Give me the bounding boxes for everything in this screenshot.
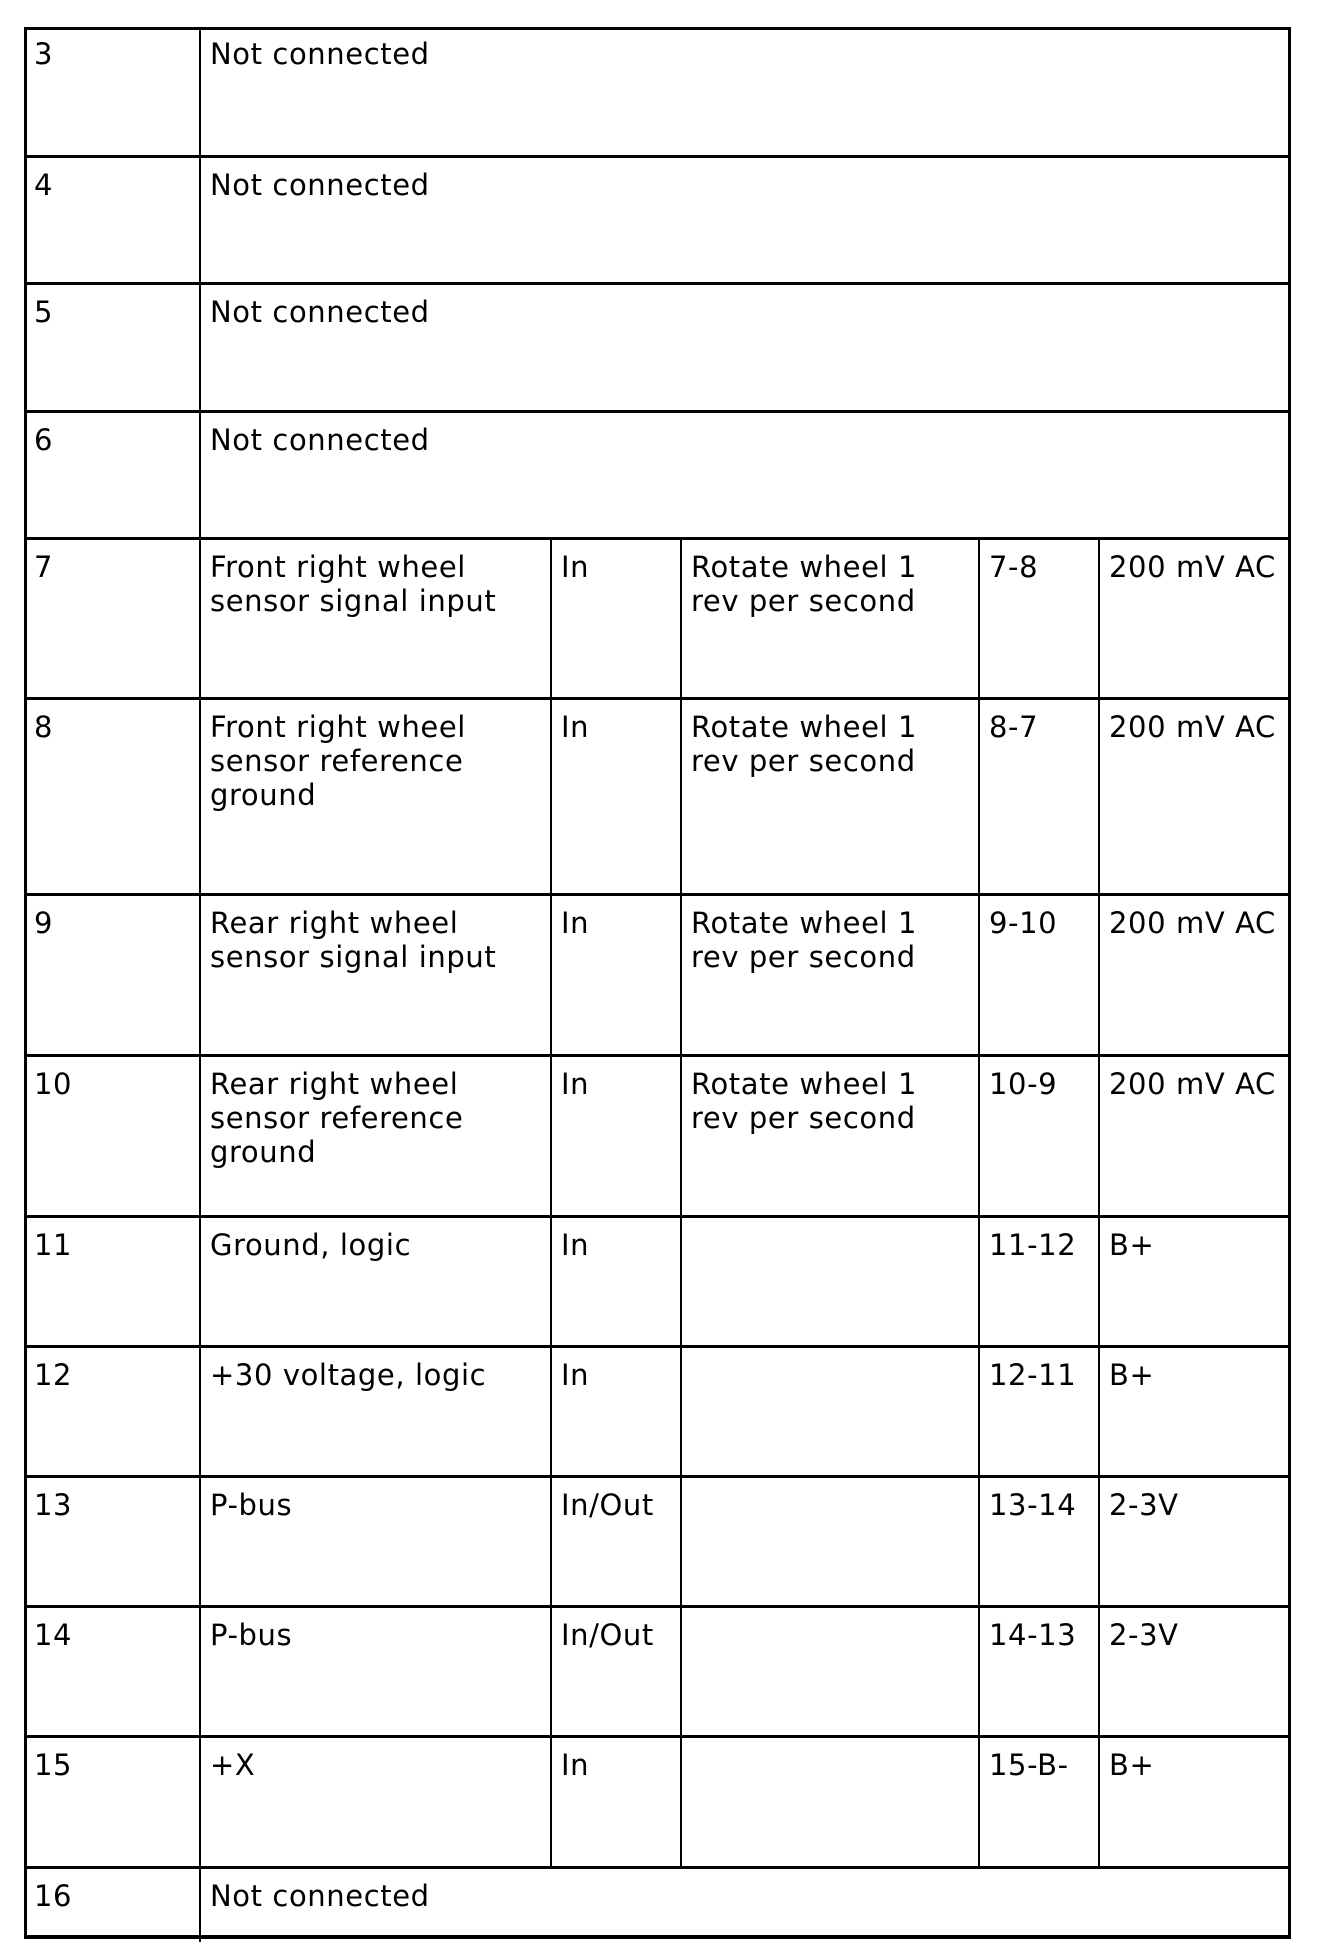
table-row (24, 697, 1291, 896)
column-divider (680, 540, 682, 700)
description-cell: Front right wheel sensor signal input (210, 550, 497, 618)
column-divider (1098, 1738, 1100, 1869)
column-divider (1098, 1348, 1100, 1478)
measure-cell: 7-8 (989, 550, 1039, 584)
value-cell: 200 mV AC (1109, 550, 1276, 584)
direction-cell: In (561, 1748, 590, 1782)
table-row (24, 27, 1291, 155)
column-divider (978, 700, 980, 896)
pin-cell: 7 (34, 550, 54, 584)
column-divider (978, 1478, 980, 1608)
pin-cell: 8 (34, 710, 54, 744)
column-divider (550, 896, 552, 1057)
description-cell: Not connected (210, 423, 430, 457)
description-cell: +30 voltage, logic (210, 1358, 487, 1392)
measure-cell: 9-10 (989, 906, 1058, 940)
pin-cell: 4 (34, 168, 54, 202)
pin-cell: 6 (34, 423, 54, 457)
table-row (24, 282, 1291, 413)
column-divider (199, 27, 201, 155)
column-divider (199, 1478, 201, 1608)
value-cell: 2-3V (1109, 1488, 1179, 1522)
column-divider (199, 1869, 201, 1942)
pin-table (24, 27, 1291, 1939)
direction-cell: In (561, 1358, 590, 1392)
column-divider (680, 896, 682, 1057)
column-divider (680, 700, 682, 896)
description-cell: P-bus (210, 1618, 293, 1652)
condition-cell: Rotate wheel 1 rev per second (691, 1067, 918, 1135)
value-cell: B+ (1109, 1228, 1155, 1262)
condition-cell: Rotate wheel 1 rev per second (691, 906, 918, 974)
description-cell: Rear right wheel sensor reference ground (210, 1067, 464, 1169)
table-row (24, 155, 1291, 285)
direction-cell: In (561, 906, 590, 940)
table-row (24, 1605, 1291, 1738)
column-divider (978, 1218, 980, 1348)
direction-cell: In (561, 710, 590, 744)
column-divider (1098, 700, 1100, 896)
pin-cell: 16 (34, 1879, 73, 1913)
measure-cell: 12-11 (989, 1358, 1077, 1392)
table-row (24, 1866, 1291, 1942)
column-divider (978, 1738, 980, 1869)
column-divider (199, 1057, 201, 1218)
column-divider (1098, 896, 1100, 1057)
column-divider (550, 1218, 552, 1348)
description-cell: Not connected (210, 37, 430, 71)
value-cell: 200 mV AC (1109, 906, 1276, 940)
description-cell: +X (210, 1748, 256, 1782)
column-divider (978, 540, 980, 700)
table-row (24, 893, 1291, 1057)
column-divider (680, 1608, 682, 1738)
column-divider (199, 1608, 201, 1738)
description-cell: Front right wheel sensor reference ground (210, 710, 466, 812)
column-divider (199, 285, 201, 413)
measure-cell: 14-13 (989, 1618, 1077, 1652)
condition-cell (681, 1608, 979, 1738)
pin-cell: 11 (34, 1228, 73, 1262)
column-divider (1098, 1218, 1100, 1348)
measure-cell: 13-14 (989, 1488, 1077, 1522)
measure-cell: 8-7 (989, 710, 1039, 744)
description-cell: Not connected (210, 295, 430, 329)
column-divider (199, 1738, 201, 1869)
value-cell: 200 mV AC (1109, 1067, 1276, 1101)
value-cell: 2-3V (1109, 1618, 1179, 1652)
column-divider (199, 1218, 201, 1348)
pin-cell: 15 (34, 1748, 73, 1782)
column-divider (680, 1057, 682, 1218)
column-divider (680, 1348, 682, 1478)
column-divider (1098, 1057, 1100, 1218)
table-row (24, 537, 1291, 700)
table-row (24, 1735, 1291, 1869)
column-divider (1098, 1478, 1100, 1608)
condition-cell: Rotate wheel 1 rev per second (691, 550, 918, 618)
column-divider (199, 413, 201, 540)
direction-cell: In (561, 1067, 590, 1101)
table-row (24, 410, 1291, 540)
column-divider (550, 1057, 552, 1218)
measure-cell: 15-B- (989, 1748, 1069, 1782)
column-divider (550, 1348, 552, 1478)
condition-cell (681, 1348, 979, 1478)
pin-cell: 13 (34, 1488, 73, 1522)
direction-cell: In/Out (561, 1618, 654, 1652)
direction-cell: In (561, 1228, 590, 1262)
column-divider (199, 1348, 201, 1478)
direction-cell: In (561, 550, 590, 584)
description-cell: Not connected (210, 1879, 430, 1913)
condition-cell (681, 1218, 979, 1348)
column-divider (550, 1478, 552, 1608)
table-row (24, 1215, 1291, 1348)
column-divider (550, 540, 552, 700)
value-cell: 200 mV AC (1109, 710, 1276, 744)
table-row (24, 1345, 1291, 1478)
pin-cell: 5 (34, 295, 54, 329)
column-divider (1098, 540, 1100, 700)
column-divider (199, 896, 201, 1057)
column-divider (550, 1738, 552, 1869)
direction-cell: In/Out (561, 1488, 654, 1522)
description-cell: Rear right wheel sensor signal input (210, 906, 497, 974)
pin-cell: 3 (34, 37, 54, 71)
table-row (24, 1054, 1291, 1218)
column-divider (978, 1348, 980, 1478)
column-divider (550, 1608, 552, 1738)
description-cell: Not connected (210, 168, 430, 202)
column-divider (199, 158, 201, 285)
column-divider (680, 1738, 682, 1869)
measure-cell: 10-9 (989, 1067, 1058, 1101)
column-divider (978, 896, 980, 1057)
column-divider (680, 1478, 682, 1608)
pin-cell: 12 (34, 1358, 73, 1392)
value-cell: B+ (1109, 1748, 1155, 1782)
pin-cell: 10 (34, 1067, 73, 1101)
pin-cell: 9 (34, 906, 54, 940)
description-cell: Ground, logic (210, 1228, 412, 1262)
measure-cell: 11-12 (989, 1228, 1077, 1262)
condition-cell (681, 1478, 979, 1608)
condition-cell: Rotate wheel 1 rev per second (691, 710, 918, 778)
pin-cell: 14 (34, 1618, 73, 1652)
column-divider (1098, 1608, 1100, 1738)
value-cell: B+ (1109, 1358, 1155, 1392)
condition-cell (681, 1738, 979, 1869)
table-row (24, 1475, 1291, 1608)
column-divider (199, 540, 201, 700)
column-divider (978, 1608, 980, 1738)
column-divider (680, 1218, 682, 1348)
column-divider (550, 700, 552, 896)
description-cell: P-bus (210, 1488, 293, 1522)
column-divider (199, 700, 201, 896)
column-divider (978, 1057, 980, 1218)
